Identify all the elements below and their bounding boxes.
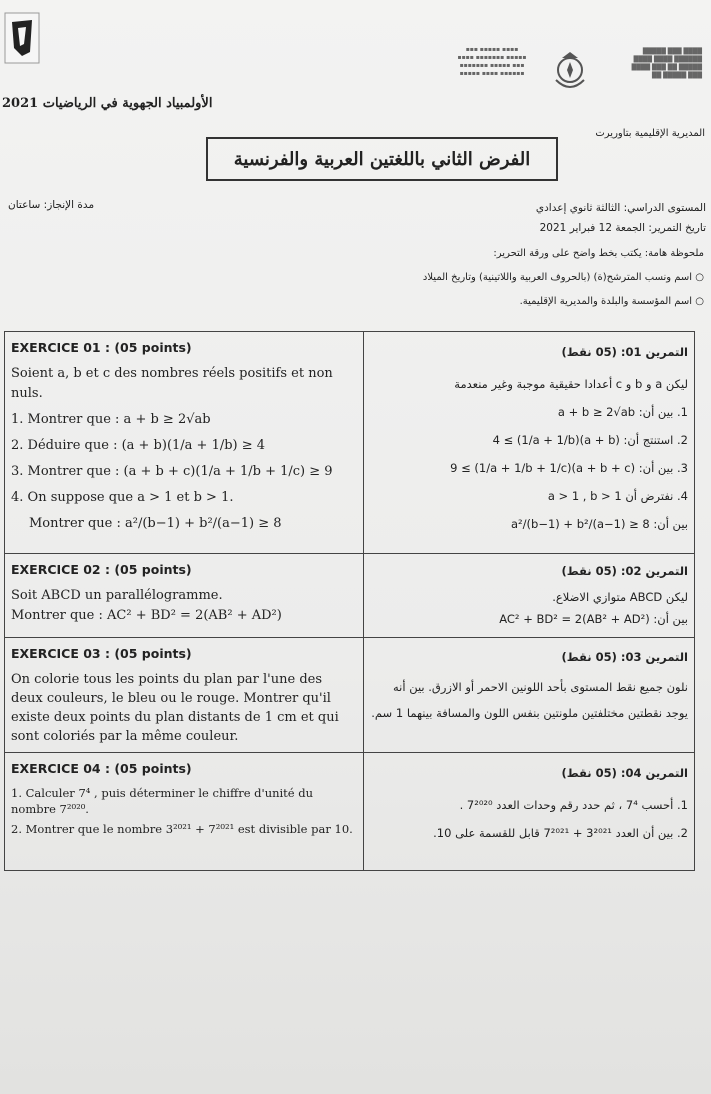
exercise-question: 4. نفترض أن a > 1 , b > 1 — [547, 489, 688, 503]
exercise-question: 2. Montrer que le nombre 3²⁰²¹ + 7²⁰²¹ est divisible par 10. — [11, 822, 353, 836]
exercise-row — [5, 554, 695, 638]
exercise-fr-cell — [5, 554, 364, 638]
exercise-question: Montrer que : a²/(b−1) + b²/(a−1) ≥ 8 — [29, 516, 282, 531]
exam-title: الفرض الثاني باللغتين العربية والفرنسية — [233, 148, 531, 170]
exercise-text: Soient a, b et c des nombres réels positifs et non nuls. — [11, 366, 333, 401]
exercise-question: 1. أحسب 7⁴ ، ثم حدد رقم وحدات العدد 7²⁰²⁰ . — [459, 798, 688, 812]
exercise-text: ليكن a و b و c أعدادا حقيقية موجبة وغير منعدمة — [454, 377, 688, 391]
exercise-fr-cell — [5, 753, 364, 871]
important-note — [320, 242, 704, 314]
exercise-text: ليكن ABCD متوازي الاضلاع. — [552, 590, 688, 604]
exercise-title: EXERCICE 03 : (05 points) — [11, 646, 192, 661]
exam-title-box — [206, 137, 558, 181]
exercise-text: نلون جميع نقط المستوى بأحد اللونين الاحمر أو الازرق. بين أنه يوجد نقطتين مختلفتين ملونتين بنفس اللون والمسافة بينهما 1 سم. — [371, 680, 688, 720]
exercise-text: On colorie tous les points du plan par l'une des deux couleurs, le bleu ou le rouge. Montrer qu'il existe deux points du plan distants de 1 cm et qui sont coloriés par la même couleur. — [11, 672, 339, 744]
exercise-row — [5, 638, 695, 753]
exercise-fr-cell — [5, 638, 364, 753]
school-logo-icon — [4, 12, 40, 64]
note-item: ○ اسم ونسب المترشح(ة) (بالحروف العربية واللاتينية) وتاريخ الميلاد — [422, 272, 704, 283]
exercise-question: 3. Montrer que : (a + b + c)(1/a + 1/b + 1/c) ≥ 9 — [11, 464, 333, 479]
exercise-question: بين أن: AC² + BD² = 2(AB² + AD²) — [499, 612, 688, 626]
exam-info — [450, 198, 706, 238]
exercise-question: 2. بين أن العدد 3²⁰²¹ + 7²⁰²¹ قابل للقسمة على 10. — [433, 826, 688, 840]
exercise-title: EXERCICE 01 : (05 points) — [11, 340, 192, 355]
exercise-text: Soit ABCD un parallélogramme. — [11, 588, 223, 603]
exercise-row — [5, 332, 695, 554]
exercise-title: التمرين 02: (05 نقط) — [561, 564, 688, 578]
exercise-question: 1. Calculer 7⁴ , puis déterminer le chiffre d'unité du nombre 7²⁰²⁰. — [11, 786, 314, 816]
exercise-question: 3. بين أن: (a + b + c)(1/a + 1/b + 1/c) ≥ 9 — [450, 461, 688, 475]
ministry-header-latin: ▪▪▪▪ ▪▪▪▪▪ ▪▪▪ ▪▪▪▪▪ ▪▪▪▪▪▪▪ ▪▪▪▪ ▪▪▪ ▪▪▪▪▪ ▪▪▪▪▪▪▪ ▪▪▪▪▪▪ ▪▪▪▪ ▪▪▪▪▪ — [457, 46, 527, 77]
exercise-question: 1. بين أن: a + b ≥ 2√ab — [557, 405, 688, 419]
exercise-question: 2. Déduire que : (a + b)(1/a + 1/b) ≥ 4 — [11, 438, 266, 453]
school-level: المستوى الدراسي: الثالثة ثانوي إعدادي — [535, 202, 706, 214]
exercises-table — [4, 331, 695, 871]
exam-date: تاريخ التمرير: الجمعة 12 فبراير 2021 — [539, 222, 706, 234]
exercise-ar-cell — [364, 753, 695, 871]
exercise-row — [5, 753, 695, 871]
exercise-title: التمرين 04: (05 نقط) — [561, 766, 688, 780]
exercise-ar-cell — [364, 554, 695, 638]
exercise-ar-cell — [364, 638, 695, 753]
exercise-question: Montrer que : AC² + BD² = 2(AB² + AD²) — [11, 608, 282, 623]
exercise-ar-cell — [364, 332, 695, 554]
olympiad-title: الأولمبياد الجهوية في الرياضيات 2021 — [2, 96, 213, 111]
exercise-title: EXERCICE 02 : (05 points) — [11, 562, 192, 577]
kingdom-crest-icon — [552, 50, 588, 94]
exercise-title: التمرين 01: (05 نقط) — [561, 345, 688, 359]
exercise-question: 4. On suppose que a > 1 et b > 1. — [11, 490, 234, 505]
exercise-title: EXERCICE 04 : (05 points) — [11, 761, 192, 776]
ministry-header: ████ ███ █████ ██████ ████ ████ █████ ██ ███ ████ ███ █████ ██ — [631, 48, 702, 79]
exercise-title: التمرين 03: (05 نقط) — [561, 650, 688, 664]
exercise-question: بين أن: a²/(b−1) + b²/(a−1) ≥ 8 — [511, 517, 688, 531]
note-item: ○ اسم المؤسسة والبلدة والمديرية الإقليمية. — [519, 296, 704, 307]
note-title: ملحوظة هامة: يكتب بخط واضح على ورقة التحرير: — [493, 248, 704, 259]
exercise-question: 1. Montrer que : a + b ≥ 2√ab — [11, 412, 211, 427]
exercise-fr-cell — [5, 332, 364, 554]
provincial-direction: المديرية الإقليمية بتاوريرت — [595, 128, 705, 139]
exam-duration: مدة الإنجاز: ساعتان — [8, 199, 95, 211]
exercise-question: 2. استنتج أن: (a + b)(1/a + 1/b) ≥ 4 — [492, 433, 688, 447]
